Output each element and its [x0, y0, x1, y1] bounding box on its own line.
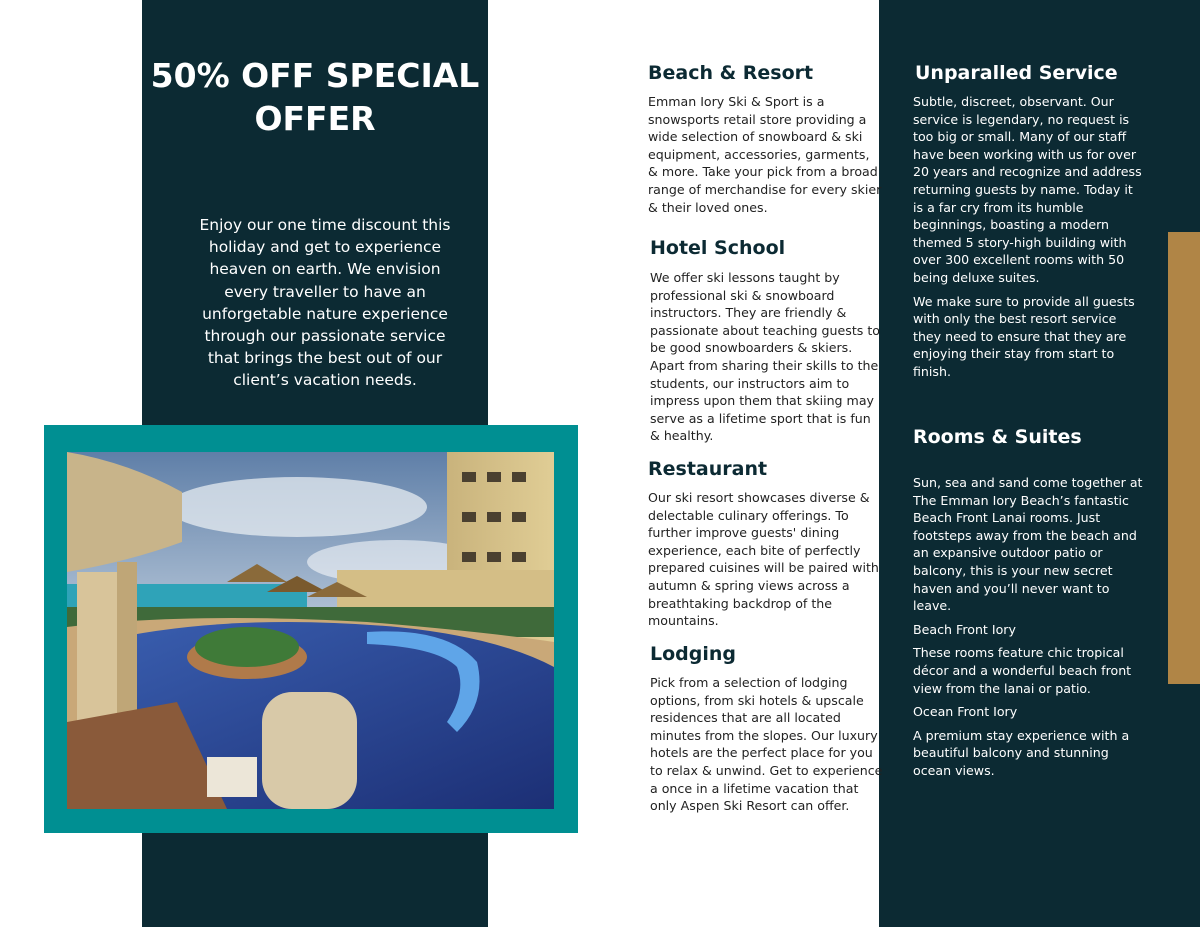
offer-description: Enjoy our one time discount this holiday and get to experience heaven on earth. We envision every traveller to have an unforgetable nature experience through our passionate service that brings the best out of our client’s vacation needs. — [199, 216, 451, 390]
resort-pool-photo — [67, 452, 554, 809]
ocean-front-text: A premium stay experience with a beautiful balcony and stunning ocean views. — [913, 727, 1130, 778]
beach-resort-heading: Beach & Resort — [648, 62, 814, 84]
rooms-heading: Rooms & Suites — [913, 426, 1082, 448]
service-text — [913, 93, 1143, 381]
service-heading: Unparalled Service — [915, 62, 1118, 84]
ocean-front-title: Ocean Front Iory — [913, 704, 1018, 720]
lodging-heading: Lodging — [650, 643, 737, 665]
beach-front-text: These rooms feature chic tropical décor and a wonderful beach front view from the lanai or patio. — [913, 645, 1132, 696]
rooms-text — [913, 474, 1143, 780]
beach-resort-text: Emman Iory Ski & Sport is a snowsports retail store providing a wide selection of snowboard & ski equipment, accessories, garments, & more. Take your pick from a broad range of merchandise for every skier & their loved ones. — [648, 94, 882, 215]
service-paragraph-2: We make sure to provide all guests with only the best resort service they need to ensure that they are enjoying their stay from start to finish. — [913, 293, 1135, 379]
restaurant-heading: Restaurant — [648, 458, 768, 480]
rooms-intro: Sun, sea and sand come together at The Emman Iory Beach’s fantastic Beach Front Lanai rooms. Just footsteps away from the beach and an expansive outdoor patio or balcony, this is your new secret haven and you’ll never want to leave. — [913, 475, 1143, 614]
hotel-school-text: We offer ski lessons taught by professional ski & snowboard instructors. They are friendly & passionate about teaching guests to be good snowboarders & skiers. Apart from sharing their skills to the students, our instructors aim to impress upon them that skiing may serve as a lifetime sport that is fun & healthy. — [650, 270, 880, 444]
offer-title: 50% OFF SPECIAL OFFER — [150, 56, 480, 138]
hotel-school-heading: Hotel School — [650, 237, 786, 259]
gold-accent-bar — [1168, 232, 1200, 684]
restaurant-text: Our ski resort showcases diverse & delectable culinary offerings. To further improve guests' dining experience, each bite of perfectly prepared cuisines will be paired with autumn & spring views across a breathtaking backdrop of the mountains. — [648, 490, 879, 629]
lodging-text: Pick from a selection of lodging options, from ski hotels & upscale residences that are all located minutes from the slopes. Our luxury hotels are the perfect place for you to relax & unwind. Get to experience a once in a lifetime vacation that only Aspen Ski Resort can offer. — [650, 675, 883, 814]
service-paragraph-1: Subtle, discreet, observant. Our service is legendary, no request is too big or small. Many of our staff have been working with us for over 20 years and recognize and address returning guests by name. Today it is a far cry from its humble beginnings, boasting a modern themed 5 story-high building with over 300 excellent rooms with 50 being deluxe suites. — [913, 94, 1142, 285]
beach-front-title: Beach Front Iory — [913, 621, 1016, 637]
